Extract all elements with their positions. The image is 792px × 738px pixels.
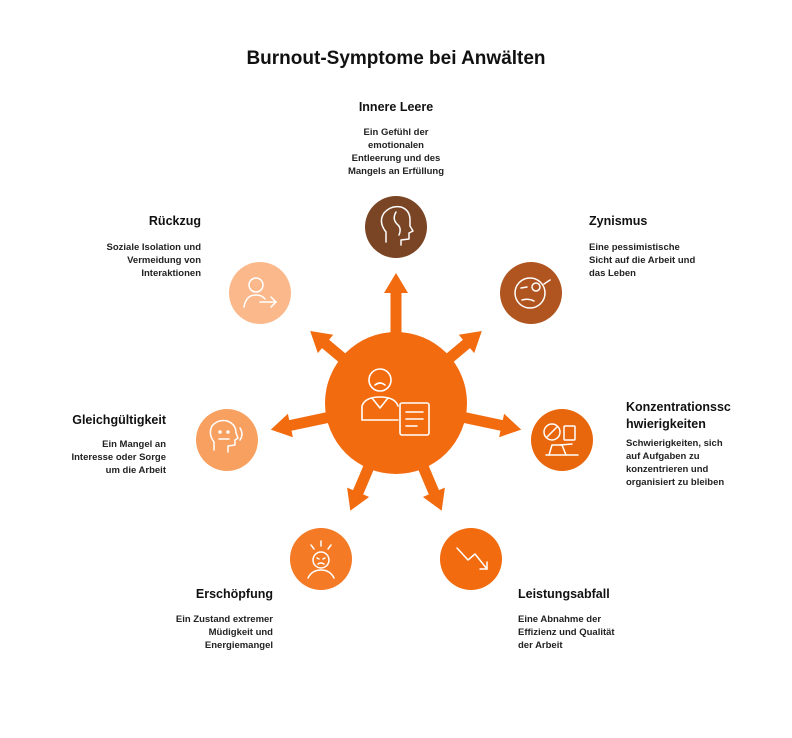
gleichgueltigkeit-label: Gleichgültigkeit — [72, 413, 166, 427]
konzentration-label — [626, 399, 776, 433]
rueckzug-label: Rückzug — [148, 214, 201, 228]
rueckzug-desc — [21, 241, 201, 280]
desc-line: Vermeidung von — [127, 255, 201, 266]
zynismus-desc — [589, 241, 769, 280]
desc-line: das Leben — [589, 268, 636, 279]
desc-line: Entleerung und des — [351, 153, 441, 164]
desc-line: Mangels an Erfüllung — [347, 166, 445, 177]
konzentration-circle — [531, 409, 593, 471]
innere-leere-circle — [365, 196, 427, 258]
leistungsabfall-circle — [440, 528, 502, 590]
erschoepfung-circle — [290, 528, 352, 590]
desc-line: der Arbeit — [518, 640, 563, 651]
desc-line: Eine pessimistische — [589, 242, 680, 253]
desc-line: Interaktionen — [141, 268, 201, 279]
desc-line: Effizienz und Qualität — [518, 627, 615, 638]
rueckzug-circle — [229, 262, 291, 324]
desc-line: um die Arbeit — [105, 465, 166, 476]
innere-leere-desc — [296, 126, 496, 178]
konzentration-desc — [626, 437, 776, 489]
desc-line: Interesse oder Sorge — [71, 452, 166, 463]
desc-line: Ein Mangel an — [102, 439, 166, 450]
desc-line: Ein Zustand extremer — [175, 614, 273, 625]
desc-line: emotionalen — [368, 140, 424, 151]
leistungsabfall-desc — [518, 613, 698, 652]
desc-line: auf Aufgaben zu — [626, 451, 700, 462]
label-line: hwierigkeiten — [626, 417, 706, 431]
gleichgueltigkeit-circle — [196, 409, 258, 471]
desc-line: Schwierigkeiten, sich — [626, 438, 723, 449]
page-title: Burnout-Symptome bei Anwälten — [246, 48, 546, 69]
desc-line: Eine Abnahme der — [518, 614, 602, 625]
desc-line: konzentrieren und — [626, 464, 709, 475]
desc-line: Sicht auf die Arbeit und — [589, 255, 696, 266]
gleichgueltigkeit-desc — [16, 438, 166, 477]
erschoepfung-label: Erschöpfung — [195, 587, 273, 601]
innere-leere-label: Innere Leere — [358, 100, 434, 114]
label-line: Konzentrationssc — [626, 400, 731, 414]
desc-line: organisiert zu bleiben — [626, 477, 725, 488]
erschoepfung-desc — [93, 613, 273, 652]
zynismus-circle — [500, 262, 562, 324]
zynismus-label: Zynismus — [589, 214, 648, 228]
leistungsabfall-label: Leistungsabfall — [518, 587, 610, 601]
desc-line: Müdigkeit und — [208, 627, 273, 638]
desc-line: Soziale Isolation und — [106, 242, 201, 253]
desc-line: Ein Gefühl der — [363, 127, 429, 138]
desc-line: Energiemangel — [204, 640, 273, 651]
